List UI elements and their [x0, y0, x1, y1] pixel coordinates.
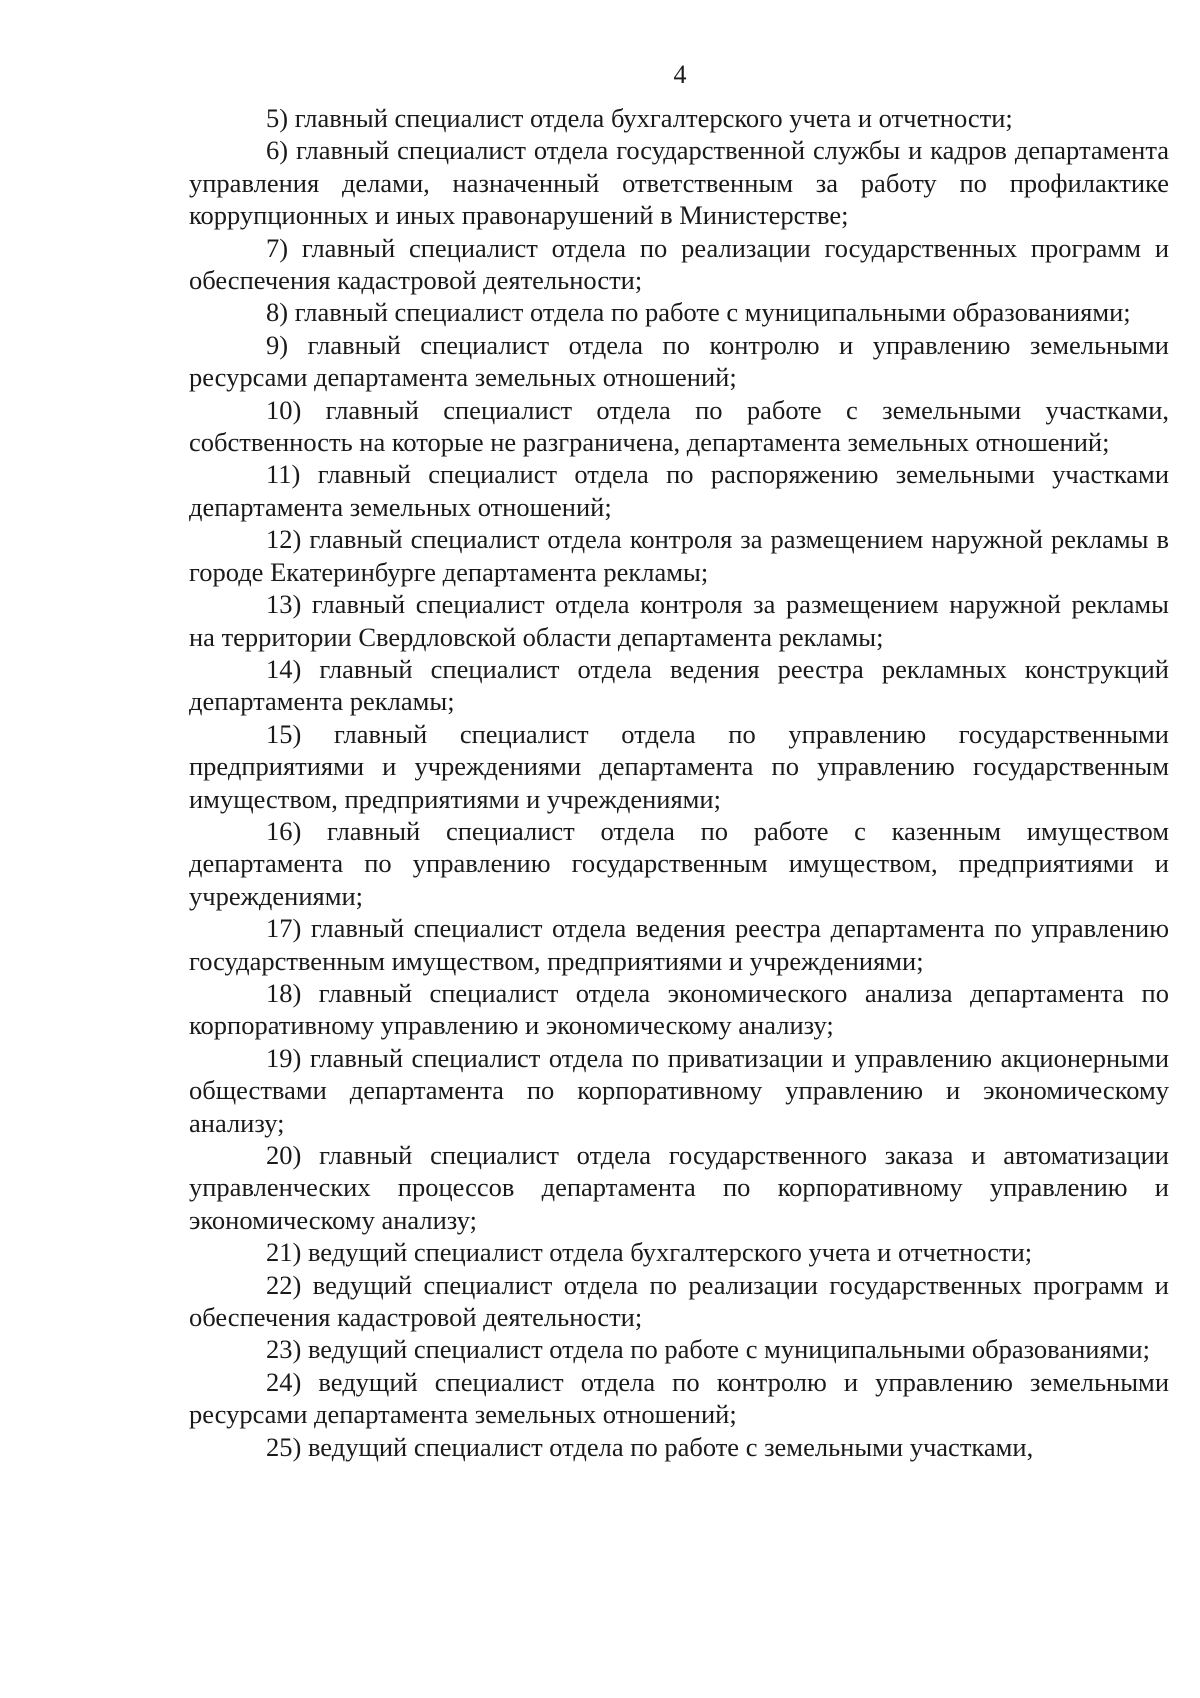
list-item: 17) главный специалист отдела ведения реестра департамента по управлению государственным имуществом, предприятиями и учреждениями; — [189, 913, 1169, 976]
list-item: 21) ведущий специалист отдела бухгалтерского учета и отчетности; — [266, 1237, 1033, 1268]
list-item: 23) ведущий специалист отдела по работе с муниципальными образованиями; — [266, 1334, 1150, 1365]
list-item: 15) главный специалист отдела по управлению государственными предприятиями и учреждениями департамента по управлению государственным имуществом, предприятиями и учреждениями; — [189, 718, 1169, 814]
list-item: 19) главный специалист отдела по приватизации и управлению акционерными обществами департамента по корпоративному управлению и экономическому анализу; — [189, 1042, 1169, 1138]
list-item: 9) главный специалист отдела по контролю и управлению земельными ресурсами департамента земельных отношений; — [189, 329, 1169, 393]
page-number: 4 — [673, 60, 687, 89]
list-item: 10) главный специалист отдела по работе с земельными участками, собственность на которые не разграничена, департамента земельных отношений; — [189, 394, 1169, 458]
list-item: 22) ведущий специалист отдела по реализации государственных программ и обеспечения кадастровой деятельности; — [189, 1269, 1169, 1333]
list-item: 8) главный специалист отдела по работе с муниципальными образованиями; — [266, 297, 1131, 328]
list-item: 6) главный специалист отдела государственной службы и кадров департамента управления делами, назначенный ответственным за работу по профилактике коррупционных и иных правонарушений в Министерстве; — [189, 135, 1169, 231]
list-item: 16) главный специалист отдела по работе с казенным имуществом департамента по управлению государственным имуществом, предприятиями и учреждениями; — [189, 815, 1169, 911]
document-body — [189, 102, 1169, 1463]
list-item: 11) главный специалист отдела по распоряжению земельными участками департамента земельных отношений; — [189, 459, 1169, 522]
list-item: 7) главный специалист отдела по реализации государственных программ и обеспечения кадастровой деятельности; — [189, 232, 1169, 296]
list-item: 20) главный специалист отдела государственного заказа и автоматизации управленческих процессов департамента по корпоративному управлению и экономическому анализу; — [189, 1140, 1169, 1235]
list-item: 25) ведущий специалист отдела по работе с земельными участками, — [266, 1431, 1034, 1462]
list-item: 5) главный специалист отдела бухгалтерского учета и отчетности; — [266, 103, 1013, 133]
list-item: 14) главный специалист отдела ведения реестра рекламных конструкций департамента рекламы; — [189, 653, 1169, 717]
list-item: 13) главный специалист отдела контроля за размещением наружной рекламы на территории Свердловской области департамента рекламы; — [189, 589, 1169, 652]
list-item: 18) главный специалист отдела экономического анализа департамента по корпоративному управлению и экономическому анализу; — [189, 977, 1169, 1041]
list-item: 24) ведущий специалист отдела по контролю и управлению земельными ресурсами департамента земельных отношений; — [189, 1366, 1169, 1430]
list-item: 12) главный специалист отдела контроля за размещением наружной рекламы в городе Екатеринбурге департамента рекламы; — [189, 524, 1169, 587]
